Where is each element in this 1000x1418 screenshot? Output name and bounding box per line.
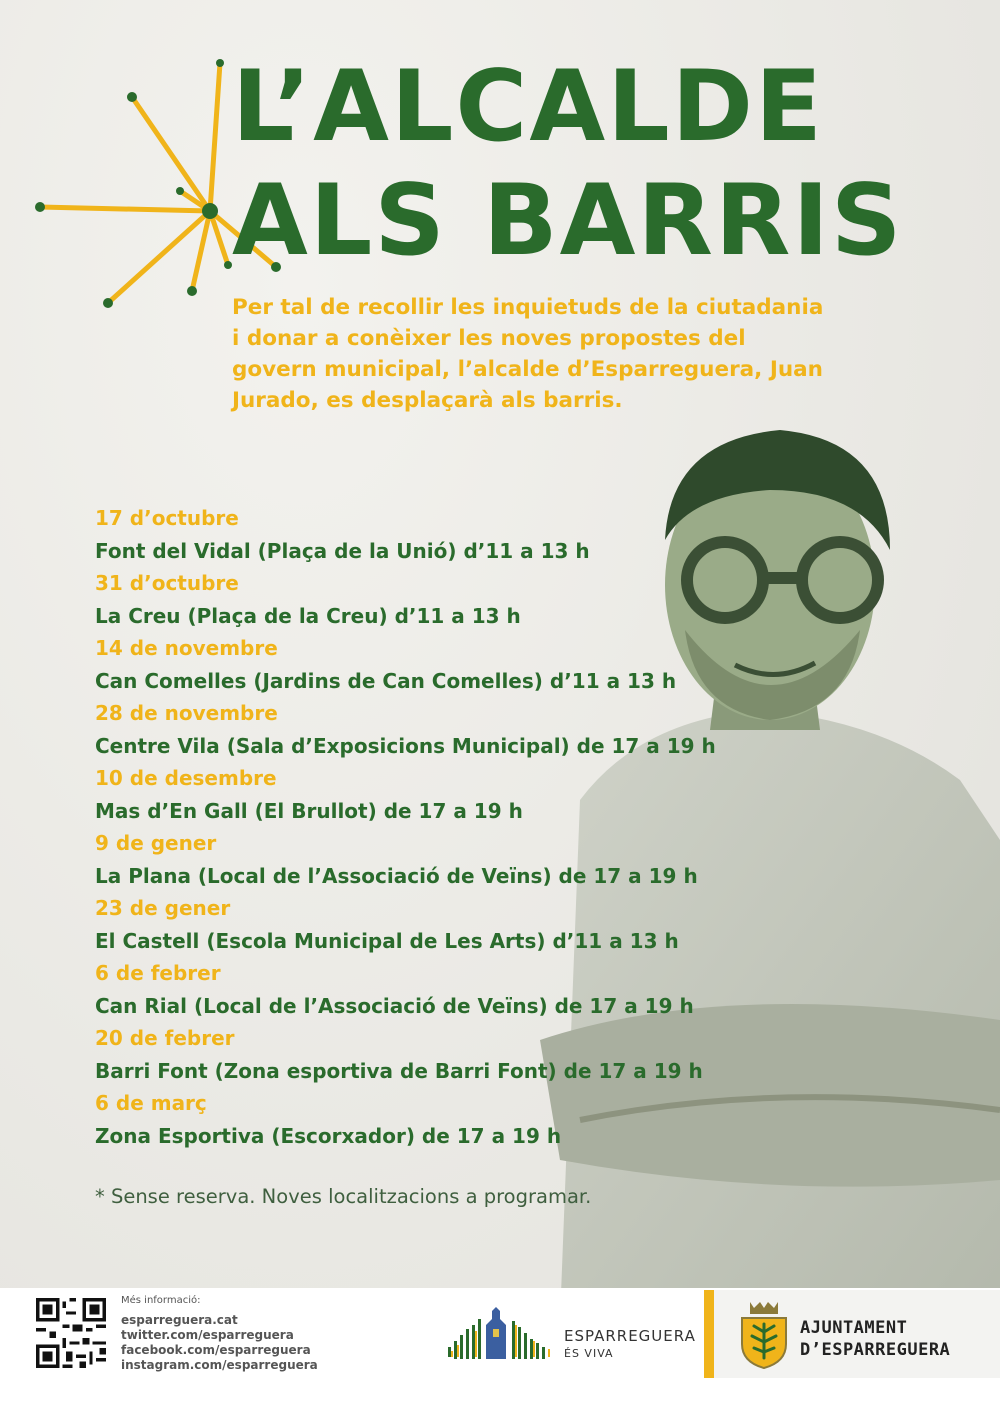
poster-title [232, 50, 904, 278]
esparreguera-brand [446, 1305, 696, 1365]
schedule-place: El Castell (Escola Municipal de Les Arts) d’11 a 13 h [95, 928, 679, 953]
more-info-heading: Més informació: [121, 1295, 201, 1306]
website-link[interactable]: esparreguera.cat [121, 1313, 238, 1327]
schedule-place: Can Comelles (Jardins de Can Comelles) d’11 a 13 h [95, 668, 677, 693]
instagram-link[interactable]: instagram.com/esparreguera [121, 1358, 318, 1372]
schedule-item [95, 1022, 716, 1087]
schedule-place: Mas d’En Gall (El Brullot) de 17 a 19 h [95, 798, 523, 823]
schedule-place: Barri Font (Zona esportiva de Barri Font) de 17 a 19 h [95, 1058, 703, 1083]
schedule-date: 31 d’octubre [95, 571, 239, 595]
schedule-date: 9 de gener [95, 831, 217, 855]
schedule-item [95, 632, 716, 697]
brand-name: ESPARREGUERA [564, 1327, 696, 1345]
schedule-date: 17 d’octubre [95, 506, 239, 530]
intro-text: Per tal de recollir les inquietuds de la ciutadania i donar a conèixer les noves propostes del govern municipal, l’alcalde d’Esparreguera, Juan Jurado, es desplaçarà als barris. [232, 295, 824, 413]
schedule-date: 23 de gener [95, 896, 231, 920]
schedule-item [95, 1087, 716, 1152]
ajuntament-logo [704, 1290, 1000, 1378]
schedule-date: 28 de novembre [95, 701, 278, 725]
schedule-place: Font del Vidal (Plaça de la Unió) d’11 a 13 h [95, 538, 590, 563]
schedule-item [95, 762, 716, 827]
schedule-place: Can Rial (Local de l’Associació de Veïns) de 17 a 19 h [95, 993, 694, 1018]
ajuntament-line-1: AJUNTAMENT [800, 1318, 908, 1338]
title-line-1: L’ALCALDE [232, 50, 824, 164]
schedule-date: 20 de febrer [95, 1026, 235, 1050]
footnote: * Sense reserva. Noves localitzacions a programar. [95, 1185, 592, 1208]
schedule-place: Centre Vila (Sala d’Exposicions Municipal) de 17 a 19 h [95, 733, 716, 758]
facebook-link[interactable]: facebook.com/esparreguera [121, 1343, 311, 1357]
schedule-date: 6 de febrer [95, 961, 221, 985]
twitter-link[interactable]: twitter.com/esparreguera [121, 1328, 294, 1342]
brand-tagline: ÉS VIVA [564, 1347, 614, 1360]
town-skyline-icon [446, 1305, 556, 1365]
schedule-date: 14 de novembre [95, 636, 278, 660]
qr-code-icon[interactable] [36, 1298, 106, 1368]
schedule-item [95, 957, 716, 1022]
ajuntament-line-2: D’ESPARREGUERA [800, 1340, 951, 1360]
schedule-date: 10 de desembre [95, 766, 277, 790]
visit-schedule [95, 502, 716, 1152]
schedule-item [95, 892, 716, 957]
schedule-place: Zona Esportiva (Escorxador) de 17 a 19 h [95, 1123, 562, 1148]
schedule-item [95, 697, 716, 762]
title-line-2: ALS BARRIS [232, 164, 904, 278]
schedule-item [95, 502, 716, 567]
more-info [121, 1294, 371, 1373]
schedule-item [95, 567, 716, 632]
coat-of-arms-icon [734, 1298, 794, 1370]
schedule-item [95, 827, 716, 892]
schedule-place: La Creu (Plaça de la Creu) d’11 a 13 h [95, 603, 521, 628]
schedule-date: 6 de març [95, 1091, 207, 1115]
schedule-place: La Plana (Local de l’Associació de Veïns) de 17 a 19 h [95, 863, 698, 888]
